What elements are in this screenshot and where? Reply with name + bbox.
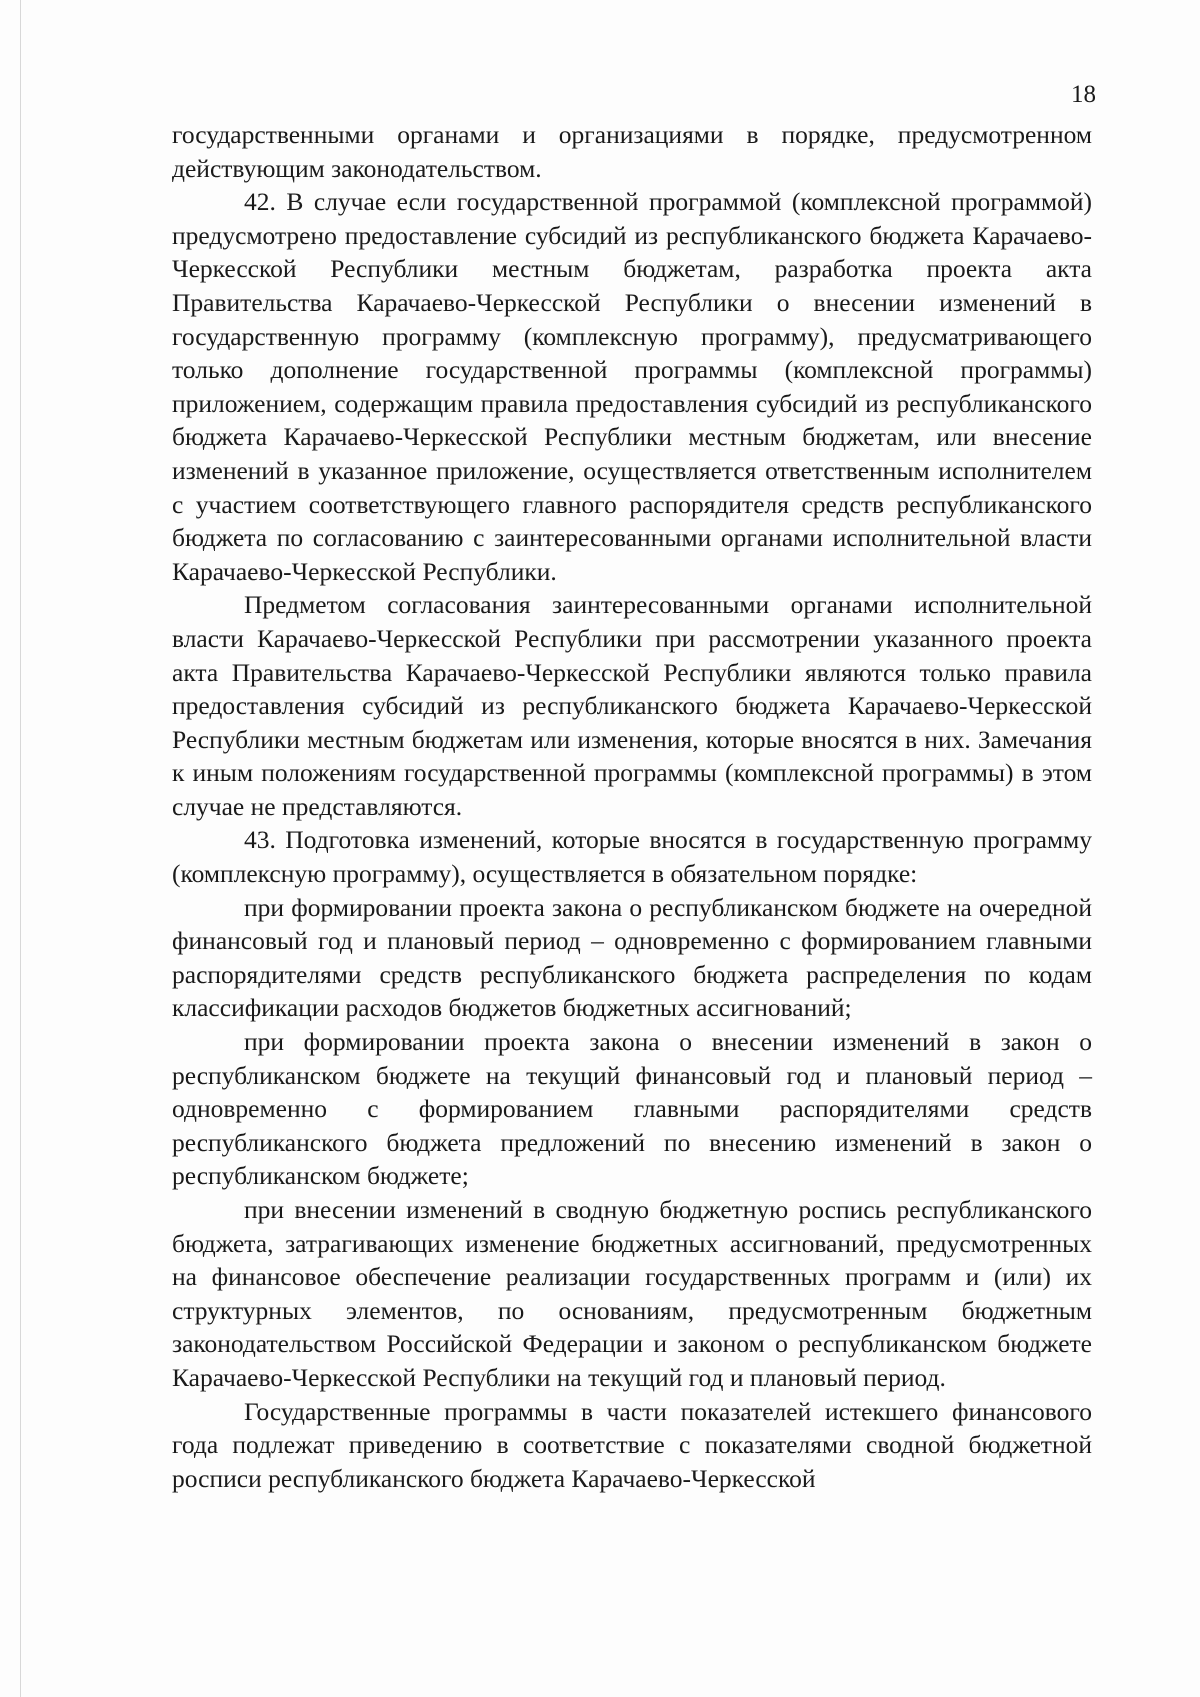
paragraph-case-budget-amendment: при формировании проекта закона о внесении изменений в закон о республиканском бюджете на текущий финансовый год и плановый период – одновременно с формированием главными распорядителями средств республиканского бюджета предложений по внесению изменений в закон о республиканском бюджете; bbox=[172, 1027, 1092, 1191]
paragraph-programs-alignment: Государственные программы в части показателей истекшего финансового года подлежат приведению в соответствие с показателями сводной бюджетной росписи республиканского бюджета Карачаево-Черкесской bbox=[172, 1396, 1092, 1493]
scan-margin-line bbox=[20, 0, 21, 1697]
paragraph-item-43: 43. Подготовка изменений, которые вносятся в государственную программу (комплексную программу), осуществляется в обязательном порядке: bbox=[172, 825, 1092, 889]
paragraph-case-budget-schedule: при внесении изменений в сводную бюджетную роспись республиканского бюджета, затрагивающих изменение бюджетных ассигнований, предусмотренных на финансовое обеспечение реализации государственных программ и (или) их структурных элементов, по основаниям, предусмотренным бюджетным законодательством Российской Федерации и законом о республиканском бюджете Карачаево-Черкесской Республики на текущий год и плановый период. bbox=[172, 1195, 1092, 1392]
paragraph-continuation: государственными органами и организациями в порядке, предусмотренном действующим законодательством. bbox=[172, 120, 1092, 183]
paragraph-case-budget-draft: при формировании проекта закона о республиканском бюджете на очередной финансовый год и плановый период – одновременно с формированием главными распорядителями средств республиканского бюджета распределения по кодам классификации расходов бюджетов бюджетных ассигнований; bbox=[172, 892, 1092, 1023]
document-body bbox=[172, 118, 1092, 1495]
paragraph-agreement-subject: Предметом согласования заинтересованными органами исполнительной власти Карачаево-Черкесской Республики при рассмотрении указанного проекта акта Правительства Карачаево-Черкесской Республики являются только правила предоставления субсидий из республиканского бюджета Карачаево-Черкесской Республики местным бюджетам или изменения, которые вносятся в них. Замечания к иным положениям государственной программы (комплексной программы) в этом случае не представляются. bbox=[172, 590, 1092, 821]
paragraph-item-42: 42. В случае если государственной программой (комплексной программой) предусмотрено предоставление субсидий из республиканского бюджета Карачаево-Черкесской Республики местным бюджетам, разработка проекта акта Правительства Карачаево-Черкесской Республики о внесении изменений в государственную программу (комплексную программу), предусматривающего только дополнение государственной программы (комплексной программы) приложением, содержащим правила предоставления субсидий из республиканского бюджета Карачаево-Черкесской Республики местным бюджетам, или внесение изменений в указанное приложение, осуществляется ответственным исполнителем с участием соответствующего главного распорядителя средств республиканского бюджета по согласованию с заинтересованными органами исполнительной власти Карачаево-Черкесской Республики. bbox=[172, 187, 1092, 586]
page-number: 18 bbox=[1071, 81, 1096, 108]
